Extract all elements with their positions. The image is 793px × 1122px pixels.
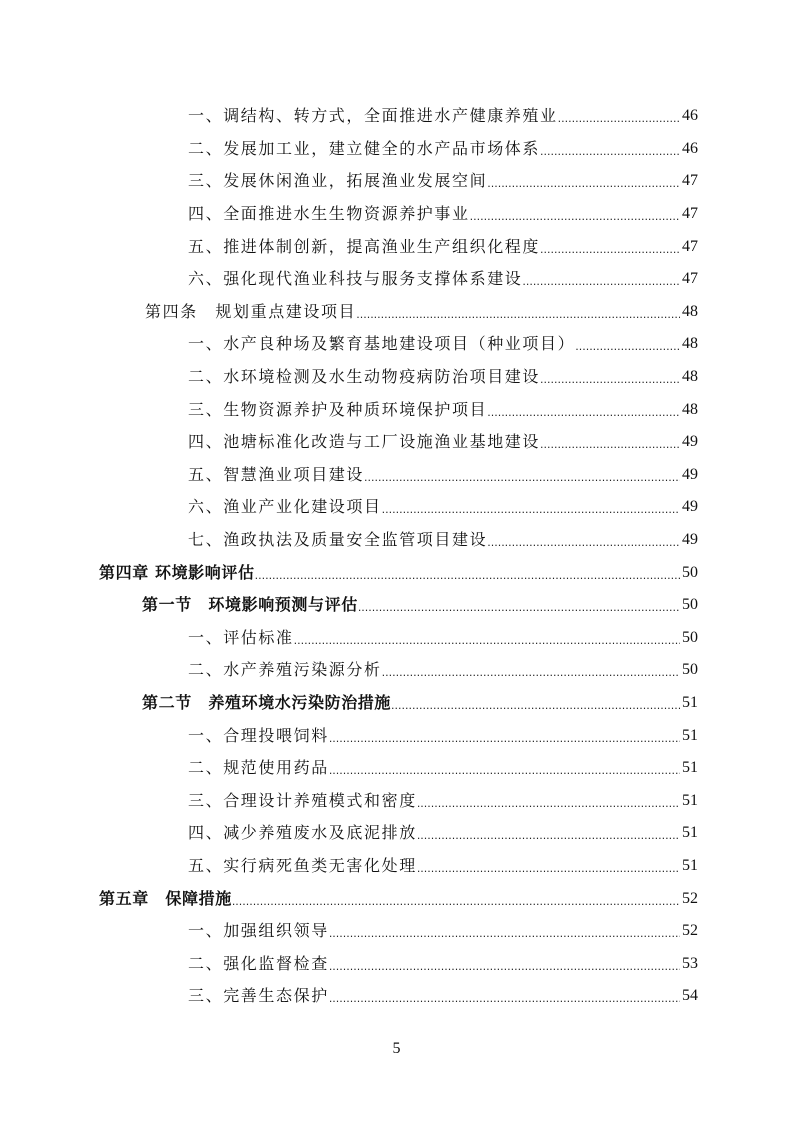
toc-entry[interactable] (0, 459, 793, 492)
toc-entry-label: 二、水环境检测及水生动物疫病防治项目建设 (188, 367, 541, 387)
toc-entry[interactable] (0, 426, 793, 459)
dot-leader (487, 402, 680, 418)
toc-entry-page: 48 (682, 335, 698, 353)
table-of-contents (0, 100, 793, 1013)
dot-leader (575, 336, 680, 352)
toc-entry-label: 三、生物资源养护及种质环境保护项目 (188, 399, 488, 419)
toc-entry-label: 四、全面推进水生生物资源养护事业 (188, 204, 470, 224)
dot-leader (417, 793, 680, 809)
toc-entry-page: 48 (682, 302, 698, 320)
toc-entry-page: 47 (682, 172, 698, 190)
dot-leader (358, 597, 680, 613)
toc-entry[interactable] (0, 198, 793, 231)
toc-entry-label: 二、规范使用药品 (188, 758, 329, 778)
toc-entry-label: 第一节 环境影响预测与评估 (142, 595, 358, 615)
toc-entry-label: 三、合理设计养殖模式和密度 (188, 790, 417, 810)
dot-leader (391, 695, 680, 711)
toc-entry-label: 二、水产养殖污染源分析 (188, 660, 382, 680)
dot-leader (540, 141, 680, 157)
toc-entry-label: 三、完善生态保护 (188, 986, 329, 1006)
toc-entry-label: 一、评估标准 (188, 627, 294, 647)
toc-entry-label: 第二节 养殖环境水污染防治措施 (142, 692, 392, 712)
toc-entry-page: 49 (682, 531, 698, 549)
toc-entry-page: 51 (682, 791, 698, 809)
dot-leader (540, 369, 680, 385)
toc-entry-label: 二、强化监督检查 (188, 953, 329, 973)
toc-entry[interactable] (0, 100, 793, 133)
dot-leader (329, 923, 680, 939)
toc-entry-label: 七、渔政执法及质量安全监管项目建设 (188, 530, 488, 550)
toc-entry-page: 50 (682, 596, 698, 614)
toc-entry-label: 六、渔业产业化建设项目 (188, 497, 382, 517)
dot-leader (558, 108, 680, 124)
toc-entry-chapter[interactable] (0, 556, 793, 589)
toc-entry-page: 46 (682, 107, 698, 125)
dot-leader (540, 239, 680, 255)
toc-entry-page: 47 (682, 237, 698, 255)
toc-entry[interactable] (0, 328, 793, 361)
dot-leader (356, 304, 680, 320)
dot-leader (382, 499, 680, 515)
toc-entry-section[interactable] (0, 589, 793, 622)
page-number: 5 (392, 1040, 401, 1057)
dot-leader (294, 630, 680, 646)
toc-entry-chapter[interactable] (0, 882, 793, 915)
toc-entry-section[interactable] (0, 687, 793, 720)
toc-entry-page: 48 (682, 400, 698, 418)
toc-entry[interactable] (0, 752, 793, 785)
toc-entry-page: 49 (682, 465, 698, 483)
dot-leader (329, 956, 680, 972)
toc-entry-page: 52 (682, 922, 698, 940)
toc-entry-label: 四、池塘标准化改造与工厂设施渔业基地建设 (188, 432, 541, 452)
dot-leader (232, 891, 680, 907)
toc-entry[interactable] (0, 165, 793, 198)
toc-entry[interactable] (0, 817, 793, 850)
toc-entry-label: 一、合理投喂饲料 (188, 725, 329, 745)
toc-entry-label: 一、水产良种场及繁育基地建设项目（种业项目） (188, 334, 576, 354)
toc-entry-page: 49 (682, 498, 698, 516)
toc-entry[interactable] (0, 915, 793, 948)
toc-entry-label: 四、减少养殖废水及底泥排放 (188, 823, 417, 843)
toc-entry-page: 52 (682, 889, 698, 907)
toc-entry-page: 51 (682, 759, 698, 777)
toc-entry[interactable] (0, 524, 793, 557)
dot-leader (329, 988, 680, 1004)
toc-entry-page: 47 (682, 205, 698, 223)
dot-leader (487, 173, 680, 189)
dot-leader (417, 825, 680, 841)
toc-entry-article[interactable] (0, 296, 793, 329)
toc-entry-label: 五、实行病死鱼类无害化处理 (188, 855, 417, 875)
toc-entry[interactable] (0, 654, 793, 687)
toc-entry[interactable] (0, 947, 793, 980)
dot-leader (329, 728, 680, 744)
dot-leader (522, 271, 680, 287)
toc-entry-label: 三、发展休闲渔业，拓展渔业发展空间 (188, 171, 488, 191)
toc-entry[interactable] (0, 133, 793, 166)
toc-entry[interactable] (0, 622, 793, 655)
dot-leader (329, 760, 680, 776)
toc-entry-page: 48 (682, 368, 698, 386)
toc-entry[interactable] (0, 230, 793, 263)
toc-entry-page: 53 (682, 954, 698, 972)
toc-entry-page: 47 (682, 270, 698, 288)
toc-entry-page: 51 (682, 856, 698, 874)
toc-entry[interactable] (0, 784, 793, 817)
dot-leader (364, 467, 680, 483)
toc-entry-page: 46 (682, 139, 698, 157)
toc-entry[interactable] (0, 393, 793, 426)
toc-entry[interactable] (0, 719, 793, 752)
toc-entry-label: 一、加强组织领导 (188, 921, 329, 941)
toc-entry-label: 第五章 保障措施 (99, 888, 232, 908)
toc-entry-label: 一、调结构、转方式，全面推进水产健康养殖业 (188, 106, 558, 126)
dot-leader (487, 532, 680, 548)
toc-entry[interactable] (0, 850, 793, 883)
toc-entry-label: 第四条 规划重点建设项目 (145, 301, 357, 321)
toc-entry-page: 50 (682, 661, 698, 679)
toc-entry-page: 51 (682, 726, 698, 744)
toc-entry-page: 51 (682, 693, 698, 711)
toc-entry-page: 49 (682, 433, 698, 451)
toc-entry[interactable] (0, 361, 793, 394)
toc-entry[interactable] (0, 491, 793, 524)
toc-entry-label: 五、智慧渔业项目建设 (188, 464, 365, 484)
toc-entry-label: 第四章 环境影响评估 (99, 562, 255, 582)
dot-leader (417, 858, 680, 874)
toc-entry-page: 50 (682, 563, 698, 581)
toc-entry-page: 54 (682, 987, 698, 1005)
toc-entry-label: 五、推进体制创新，提高渔业生产组织化程度 (188, 236, 541, 256)
toc-entry-label: 二、发展加工业，建立健全的水产品市场体系 (188, 138, 541, 158)
toc-entry[interactable] (0, 980, 793, 1013)
dot-leader (470, 206, 680, 222)
toc-entry-page: 50 (682, 628, 698, 646)
dot-leader (382, 662, 680, 678)
dot-leader (255, 565, 680, 581)
toc-entry[interactable] (0, 263, 793, 296)
toc-entry-label: 六、强化现代渔业科技与服务支撑体系建设 (188, 269, 523, 289)
toc-entry-page: 51 (682, 824, 698, 842)
dot-leader (540, 434, 680, 450)
